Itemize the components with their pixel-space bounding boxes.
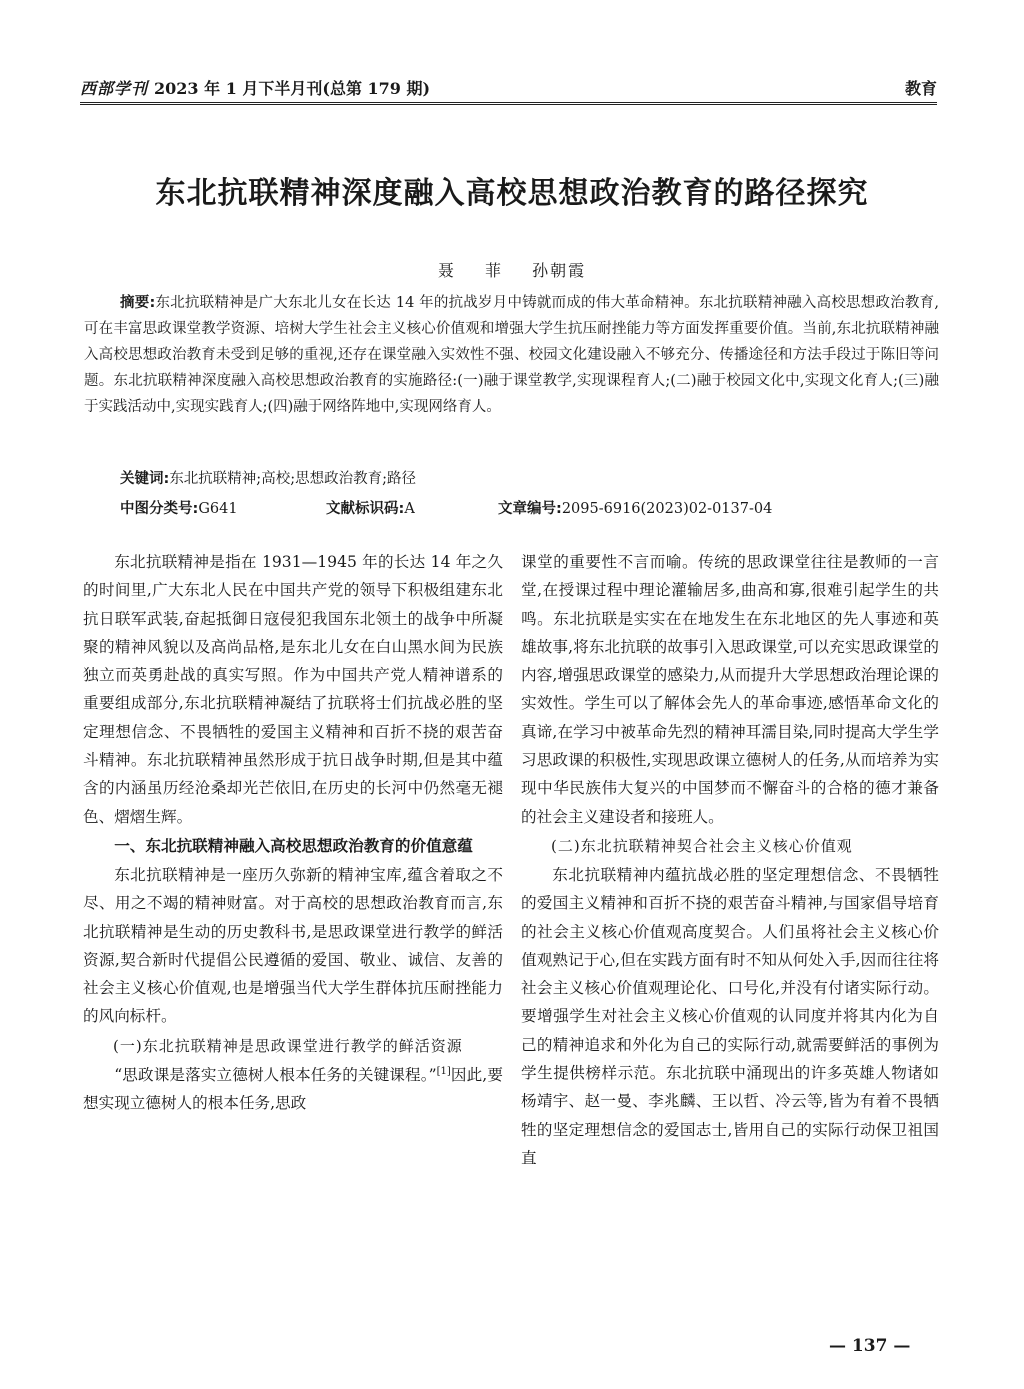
doc-label: 文献标识码: bbox=[326, 501, 405, 517]
classification-line bbox=[120, 496, 940, 522]
subsection-heading-2: (二)东北抗联精神契合社会主义核心价值观 bbox=[551, 836, 853, 855]
keywords-label: 关键词: bbox=[120, 471, 170, 487]
section-1-paragraph: 东北抗联精神是一座历久弥新的精神宝库,蕴含着取之不尽、用之不竭的精神财富。对于高校的思想政治教育而言,东北抗联精神是生动的历史教科书,是思政课堂进行教学的鲜活资源,契合新时代提倡公民遵循的爱国、敬业、诚信、友善的社会主义核心价值观,也是增强当代大学生群体抗压耐挫能力的风向标杆。 bbox=[83, 865, 503, 1026]
subsection-heading-1: (一)东北抗联精神是思政课堂进行教学的鲜活资源 bbox=[113, 1036, 463, 1055]
clc-label: 中图分类号: bbox=[120, 501, 199, 517]
section-heading-1: 一、东北抗联精神融入高校思想政治教育的价值意蕴 bbox=[114, 836, 473, 855]
article-number bbox=[498, 496, 772, 522]
article-number-value: 2095-6916(2023)02-0137-04 bbox=[561, 501, 773, 517]
journal-name: 西部学刊 bbox=[80, 79, 149, 98]
keywords-text: 东北抗联精神;高校;思想政治教育;路径 bbox=[169, 471, 416, 487]
doc-value: A bbox=[404, 501, 415, 517]
continued-paragraph: 课堂的重要性不言而喻。传统的思政课堂往往是教师的一言堂,在授课过程中理论灌输居多,曲高和寡,很难引起学生的共鸣。东北抗联是实实在在地发生在东北地区的先人事迹和英雄故事,将东北抗联的故事引入思政课堂,可以充实思政课堂的内容,增强思政课堂的感染力,从而提升大学思想政治理论课的实效性。学生可以了解体会先人的革命事迹,感悟革命文化的真谛,在学习中被革命先烈的精神耳濡目染,同时提高大学生学习思政课的积极性,实现思政课立德树人的任务,从而培养为实现中华民族伟大复兴的中国梦而不懈奋斗的合格的德才兼备的社会主义建设者和接班人。 bbox=[521, 553, 939, 826]
citation-marker: [1] bbox=[436, 1065, 451, 1077]
subsection-2-paragraph: 东北抗联精神内蕴抗战必胜的坚定理想信念、不畏牺牲的爱国主义精神和百折不挠的艰苦奋斗精神,与国家倡导培育的社会主义核心价值观高度契合。人们虽将社会主义核心价值观熟记于心,但在实践方面有时不知从何处入手,因而往往将社会主义核心价值观理论化、口号化,并没有付诸实际行动。要增强学生对社会主义核心价值观的认同度并将其内化为自己的精神追求和外化为自己的实际行动,就需要鲜活的事例为学生提供榜样示范。东北抗联中涌现出的许多英雄人物诸如杨靖宇、赵一曼、李兆麟、王以哲、冷云等,皆为有着不畏牺牲的坚定理想信念的爱国志士,皆用自己的实际行动保卫祖国直 bbox=[521, 865, 939, 1167]
doc-code bbox=[326, 496, 498, 522]
clc-code bbox=[120, 496, 326, 522]
header-left bbox=[80, 76, 430, 99]
issue-info: 2023 年 1 月下半月刊(总第 179 期) bbox=[154, 79, 431, 98]
article-title: 东北抗联精神深度融入高校思想政治教育的路径探究 bbox=[155, 176, 869, 211]
section-label: 教育 bbox=[904, 79, 937, 98]
authors: 聂 菲 孙朝霞 bbox=[437, 261, 587, 280]
left-column bbox=[83, 548, 503, 1117]
quote-followup: 因此,要想实现立德树人的根本任务,思政 bbox=[83, 1065, 503, 1113]
right-column bbox=[521, 548, 939, 1172]
intro-paragraph: 东北抗联精神是指在 1931—1945 年的长达 14 年之久的时间里,广大东北人民在中国共产党的领导下积极组建东北抗日联军武装,奋起抵御日寇侵犯我国东北领土的战争中所凝聚的精神风貌以及高尚品格,是东北儿女在白山黑水间为民族独立而英勇赴战的真实写照。作为中国共产党人精神谱系的重要组成部分,东北抗联精神凝结了抗联将士们抗战必胜的坚定理想信念、不畏牺牲的爱国主义精神和百折不挠的艰苦奋斗精神。东北抗联精神虽然形成于抗日战争时期,但是其中蕴含的内涵虽历经沧桑却光芒依旧,在历史的长河中仍然毫无褪色、熠熠生辉。 bbox=[83, 553, 503, 826]
keywords bbox=[120, 466, 940, 492]
quote-text: “思政课是落实立德树人根本任务的关键课程。” bbox=[114, 1065, 437, 1084]
clc-value: G641 bbox=[198, 501, 238, 517]
page-number: — 137 — bbox=[829, 1336, 911, 1356]
abstract bbox=[84, 290, 939, 420]
abstract-label: 摘要: bbox=[120, 295, 156, 311]
running-header bbox=[80, 72, 937, 105]
article-number-label: 文章编号: bbox=[498, 501, 562, 517]
abstract-text: 东北抗联精神是广大东北儿女在长达 14 年的抗战岁月中铸就而成的伟大革命精神。东北抗联精神融入高校思想政治教育,可在丰富思政课堂教学资源、培树大学生社会主义核心价值观和增强大学生抗压耐挫能力等方面发挥重要价值。当前,东北抗联精神融入高校思想政治教育未受到足够的重视,还存在课堂融入实效性不强、校园文化建设融入不够充分、传播途径和方法手段过于陈旧等问题。东北抗联精神深度融入高校思想政治教育的实施路径:(一)融于课堂教学,实现课程育人;(二)融于校园文化中,实现文化育人;(三)融于实践活动中,实现实践育人;(四)融于网络阵地中,实现网络育人。 bbox=[84, 295, 939, 415]
subsection-1-paragraph bbox=[83, 1061, 503, 1118]
